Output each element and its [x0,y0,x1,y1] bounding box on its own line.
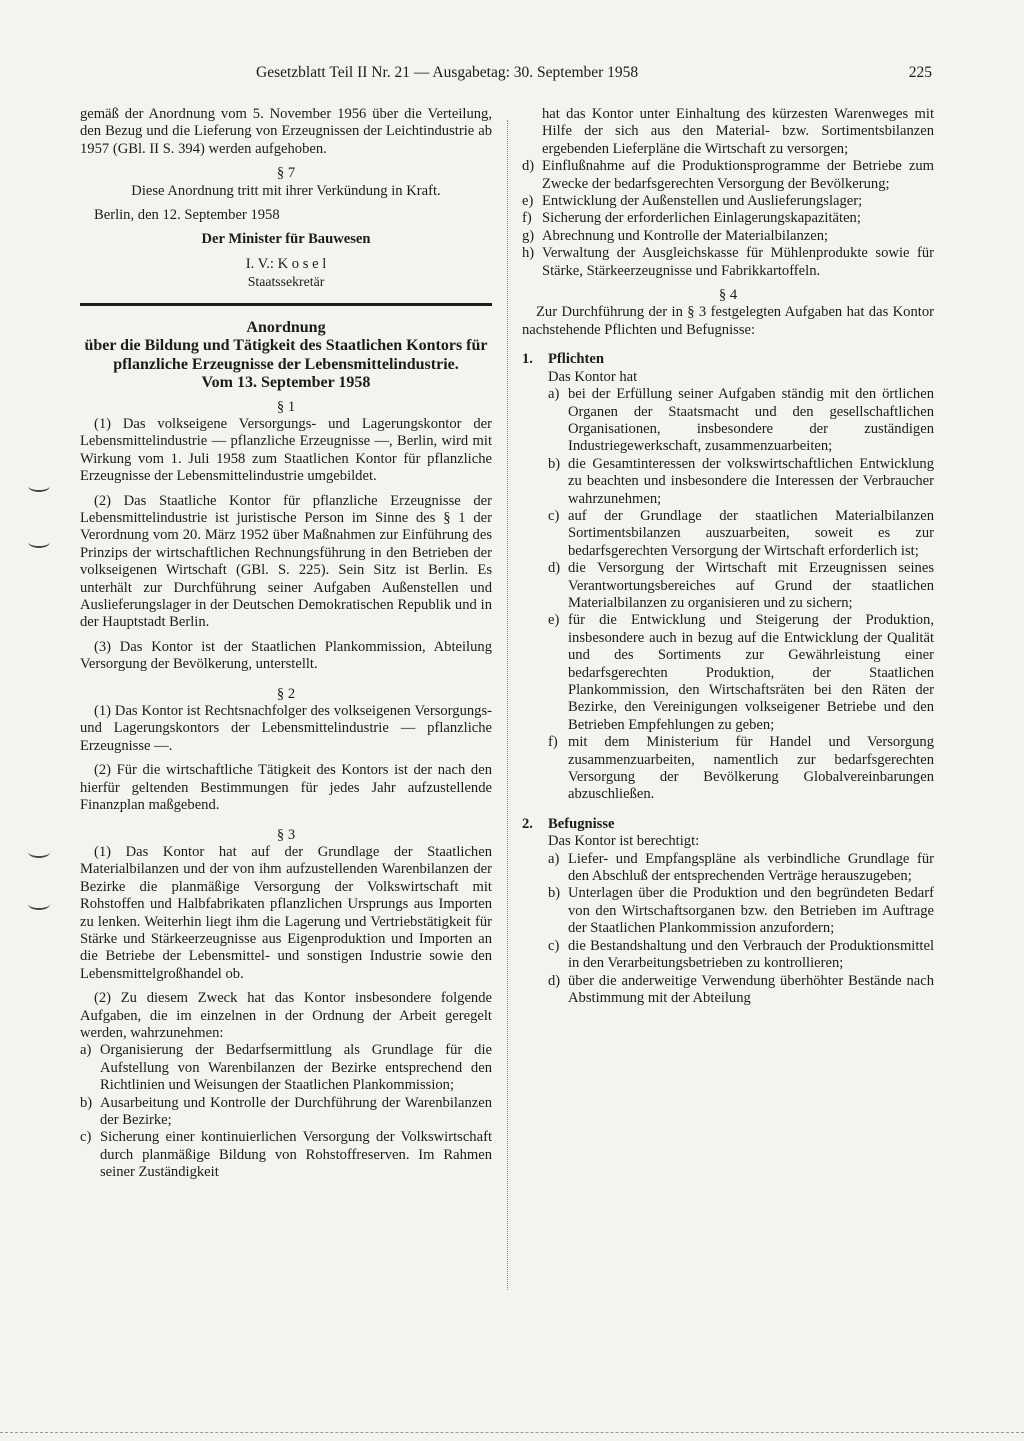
item-text: Abrechnung und Kontrolle der Materialbilanzen; [542,227,829,244]
item-label: b) [548,885,561,902]
item-label: c) [548,937,560,954]
intro-paragraph: gemäß der Anordnung vom 5. November 1956 über die Verteilung, den Bezug und die Lieferung von Erzeugnissen der Leichtindustrie ab 1957 (GBl. II S. 394) werden aufgehoben. [80,106,492,157]
list-item [80,1095,492,1130]
item-label: c) [548,507,560,524]
list-item [522,228,934,245]
place-date: Berlin, den 12. September 1958 [94,207,280,224]
section-3-heading: § 3 [276,826,296,843]
margin-mark [28,536,50,548]
list-item [80,1042,492,1094]
list-item [80,1129,492,1181]
item-label: e) [548,612,560,629]
ordinance-date: Vom 13. September 1958 [201,374,371,392]
item-label: a) [548,386,560,403]
item-label: h) [522,245,535,262]
item-text: mit dem Ministerium für Handel und Versorgung zusammenzuarbeiten, namentlich zur bedarfsgerechten Versorgung der Bevölkerung Globalvereinbarungen abzuschließen. [568,734,934,803]
section-7-text: Diese Anordnung tritt mit ihrer Verkündung in Kraft. [131,182,441,199]
list-item [548,973,934,1008]
section-1-para-1: (1) Das volkseigene Versorgungs- und Lagerungskontor der Lebensmittelindustrie — pflanzliche Erzeugnisse —, Berlin, wird mit Wirkung vom 1. Juli 1958 zum Staatlichen Kontor für pflanzliche Erzeugnisse der Lebensmittelindustrie umgebildet. [80,415,492,485]
list-item [522,245,934,280]
item-label: f) [548,734,558,751]
signer-title: Staatssekretär [247,274,325,290]
item-text: Liefer- und Empfangspläne als verbindliche Grundlage für den Abschluß der entsprechenden Verträge herauszugeben; [568,850,934,885]
minister-line: Der Minister für Bauwesen [201,231,371,248]
list-item [548,851,934,886]
item-text: Organisierung der Bedarfsermittlung als Grundlage für die Aufstellung von Warenbilanzen der Bezirke entsprechend den Richtlinien und Weisungen der Staatlichen Plankommission; [100,1042,492,1094]
section-1-heading: § 1 [276,398,296,415]
item-label: a) [548,850,560,867]
section-2-para-1: (1) Das Kontor ist Rechtsnachfolger des volkseigenen Versorgungs- und Lagerungskontors der Lebensmittelindustrie — pflanzliche Erzeugnisse —. [80,703,492,754]
right-column [522,106,934,1007]
item-text: über die anderweitige Verwendung überhöhter Bestände nach Abstimmung mit der Abteilung [568,972,934,1006]
section-4-intro: Zur Durchführung der in § 3 festgelegten Aufgaben hat das Kontor nachstehende Pflichten und Befugnisse: [522,304,934,338]
ordinance-subtitle: über die Bildung und Tätigkeit des Staatlichen Kontors für pflanzliche Erzeugnisse der Lebensmittelindustrie. [84,337,488,373]
section-1-para-2: (2) Das Staatliche Kontor für pflanzliche Erzeugnisse der Lebensmittelindustrie ist juristische Person im Sinne des § 1 der Verordnung vom 20. März 1952 über Maßnahmen zur Einführung des Prinzips der wirtschaftlichen Rechnungsführung in den Betrieben der volkseigenen Wirtschaft (GBl. S. 225). Sein Sitz ist Berlin. Es unterhält zur Durchführung seiner Aufgaben Außenstellen und Auslieferungslager in der Deutschen Demokratischen Republik und in der Hauptstadt Berlin. [80,492,492,631]
list-item [548,938,934,973]
signer: I. V.: K o s e l [245,255,327,272]
befugnisse-title: Befugnisse [548,815,615,832]
column-divider [507,120,509,1290]
margin-mark [28,898,50,910]
section-4-heading: § 4 [718,287,738,304]
section-3-para-2: (2) Zu diesem Zweck hat das Kontor insbesondere folgende Aufgaben, die im einzelnen in der Ordnung der Arbeit geregelt werden, wahrzunehmen: [80,990,492,1041]
item-label: b) [548,455,561,472]
item-text: Sicherung einer kontinuierlichen Versorgung der Volkswirtschaft durch planmäßige Bildung von Rohstoffreserven. Im Rahmen seiner Zuständigkeit [100,1129,492,1181]
section-3-para-1: (1) Das Kontor hat auf der Grundlage der Staatlichen Materialbilanzen und der von ihm aufzustellenden Warenbilanzen der Bezirke die planmäßige Versorgung der Volkswirtschaft mit Rohstoffen und Halbfabrikaten pflanzlichen Ursprungs aus Importen zu lenken. Weiterhin liegt ihm die Lagerung und Vertriebstätigkeit für Stärke und Stärkeerzeugnisse aus Eigenproduktion und Importen an die Betriebe der Lebensmittel- und sonstigen Industrie sowie den Lebensmittelgroßhandel ob. [80,843,492,982]
item-text: auf der Grundlage der staatlichen Materialbilanzen Sortimentsbilanzen auszuarbeiten, soweit es zur bedarfsgerechten Versorgung der Wirtschaft erforderlich ist; [568,507,934,559]
list-item [548,386,934,456]
item-label: d) [548,972,561,989]
item-text: die Versorgung der Wirtschaft mit Erzeugnissen seines Verantwortungsbereiches auf Grund der staatlichen Materialbilanzen zu organisieren und zu sichern; [568,560,934,611]
pflichten-number: 1. [522,351,533,368]
list-item [548,560,934,612]
section-1-para-3: (3) Das Kontor ist der Staatlichen Plankommission, Abteilung Versorgung der Bevölkerung, unterstellt. [80,638,492,673]
left-column [80,106,492,1182]
item-label: d) [548,560,561,577]
list-item [522,193,934,210]
margin-mark [28,480,50,492]
item-text: Unterlagen über die Produktion und den begründeten Bedarf von den Wirtschaftsorganen bzw. den Betrieben im Auftrage der Staatlichen Plankommission anzufordern; [568,885,934,937]
item-text: Ausarbeitung und Kontrolle der Durchführung der Warenbilanzen der Bezirke; [100,1094,492,1128]
item-text: Sicherung der erforderlichen Einlagerungskapazitäten; [542,210,861,227]
item-label: a) [80,1042,92,1059]
item-label: e) [522,193,534,210]
list-item [522,158,934,193]
section-2-para-2: (2) Für die wirtschaftliche Tätigkeit des Kontors ist der nach den hierfür geltenden Bestimmungen für jedes Jahr aufzustellende Finanzplan maßgebend. [80,762,492,814]
section-rule [80,303,492,306]
ordinance-title: Anordnung [246,318,326,336]
pflichten-intro: Das Kontor hat [548,368,638,385]
befugnisse-intro: Das Kontor ist berechtigt: [548,833,700,850]
item-label: b) [80,1094,93,1111]
item-label: f) [522,210,532,227]
item-text: bei der Erfüllung seiner Aufgaben ständig mit den örtlichen Organen der Staatsmacht und den gesellschaftlichen Organisationen, insbesondere der zuständigen Industriegewerkschaft, zusammenzuarbeiten; [568,386,934,455]
continuation-text: hat das Kontor unter Einhaltung des kürzesten Warenweges mit Hilfe der sich aus den Material- bzw. Sortimentsbilanzen ergebenden Lieferpläne die Wirtschaft zu versorgen; [542,106,934,157]
page-number: 225 [908,64,932,81]
list-item [548,612,934,734]
item-text: Verwaltung der Ausgleichskasse für Mühlenprodukte sowie für Stärke, Stärkeerzeugnisse und Fabrikkartoffeln. [542,245,934,279]
section-7-heading: § 7 [276,165,296,182]
item-label: g) [522,227,535,244]
page-edge [0,1432,1024,1433]
list-item [548,508,934,560]
befugnisse-heading [522,816,934,833]
pflichten-title: Pflichten [548,351,604,368]
list-item [548,885,934,937]
section-2-heading: § 2 [276,685,296,702]
item-text: die Bestandshaltung und den Verbrauch der Produktionsmittel in den Verarbeitungsbetrieben zu kontrollieren; [568,937,934,972]
list-item [522,210,934,227]
befugnisse-number: 2. [522,815,533,832]
gazette-title: Gesetzblatt Teil II Nr. 21 — Ausgabetag: 30. September 1958 [256,64,639,81]
item-label: c) [80,1129,92,1146]
item-text: für die Entwicklung und Steigerung der Produktion, insbesondere auch in bezug auf die Entwicklung der Qualität und des Sortiments zur Gewährleistung einer bedarfsgerechten Produktion, der Staatlichen Plankommission, den Wirtschaftsräten bei den Räten der Bezirke, den Vereinigungen volkseigener Betriebe und den Betrieben Empfehlungen zu geben; [568,612,934,733]
list-item [548,456,934,508]
item-text: Entwicklung der Außenstellen und Auslieferungslager; [542,193,863,210]
item-label: d) [522,158,535,175]
list-item [548,734,934,804]
item-text: Einflußnahme auf die Produktionsprogramme der Betriebe zum Zwecke der bedarfsgerechten Versorgung der Bevölkerung; [542,158,934,192]
pflichten-heading [522,351,934,368]
margin-mark [28,846,50,858]
item-text: die Gesamtinteressen der volkswirtschaftlichen Entwicklung zu beachten und insbesondere die Interessen der Verbraucher wahrzunehmen; [568,455,934,507]
